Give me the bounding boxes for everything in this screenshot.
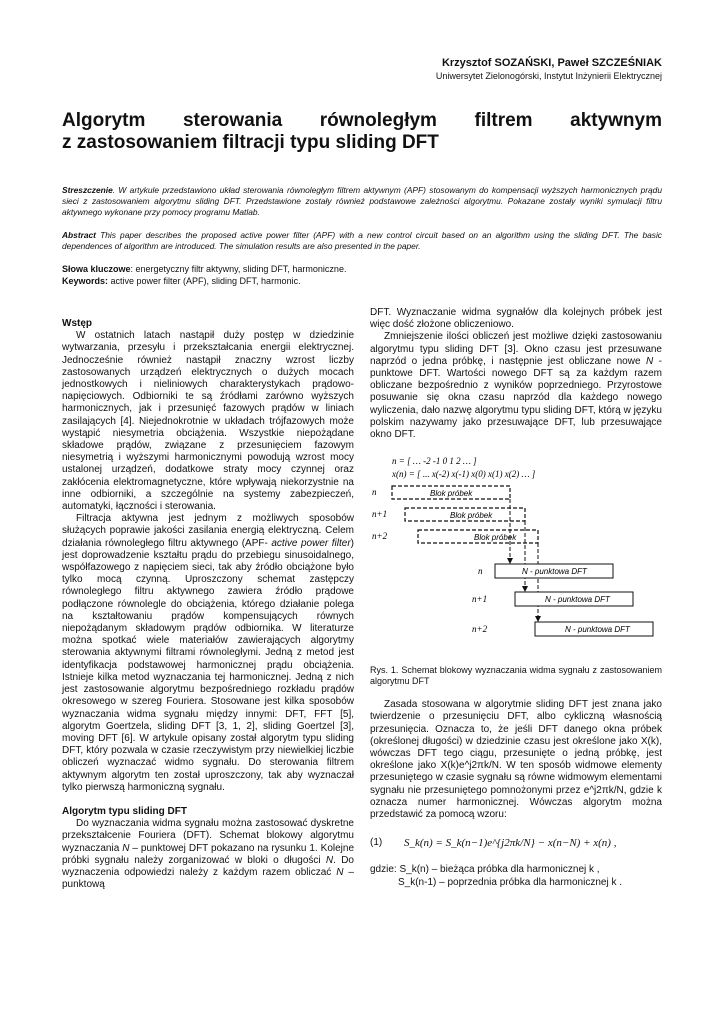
title-word: równoległym — [319, 110, 437, 131]
abstract-en-text: This paper describes the proposed active power filter (APF) with a new control circuit based on an algorithm using the sliding DFT. The basic dependences of algorithm are introduced. The simulation results are also presented in the paper. — [62, 230, 662, 251]
title-word: Algorytm — [62, 110, 146, 131]
symbol-N: N — [336, 866, 344, 878]
section-heading-intro: Wstęp — [62, 318, 92, 329]
title-line-2: z zastosowaniem filtracji typu sliding DFT — [62, 132, 439, 153]
symbol-N: N — [325, 854, 334, 866]
abstract-pl-text: . W artykule przedstawiono układ sterowania równoległym filtrem aktywnym (APF) stosowanym do kompensacji wyższych harmonicznych prądu sieci z zastosowaniem algorytmu sliding DFT. Przedstawione zostały również podstawowe zależności algorytmu. Pokazane zostały wyniki symulacji filtru aktywnego wykonane przy pomocy programu Matlab. — [62, 185, 662, 217]
block-text: Blok próbek — [474, 533, 517, 543]
equation-text: S_k(n) = S_k(n−1)e^{j2πk/N} − x(n−N) + x(n) , — [404, 837, 617, 850]
dft-text: N - punktowa DFT — [545, 595, 610, 605]
text: – punktowej DFT pokazano na rysunku 1. Kolejne próbki sygnału należy zorganizować w bloki o długości — [62, 842, 355, 866]
text: Filtracja aktywna jest jednym z możliwych sposobów służących poprawie jakości zasilania energią elektryczną. Celem działania równoległego filtru aktywnego (APF- — [62, 513, 354, 549]
keywords-en-label: Keywords: — [62, 276, 109, 286]
text: - punktowe DFT. Wartości nowego DFT są za każdym razem obliczane bezpośrednio z wyników poprzedniego. Przyrostowe posuwanie się okna czasu naprzód dla każdego nowego wyliczenia, dało nazwę algorytmu typu sliding DFT, którą w języku polskim nazywamy jako przesuwające DFT, lub przesuwające okno DFT. — [370, 355, 662, 441]
text: Zmniejszenie ilości obliczeń jest możliwe dzięki zastosowaniu algorytmu typu sliding DFT [3]. Okno czasu jest przesuwane naprzód o jedna próbkę, i następnie jest obliczane nowe — [370, 331, 662, 367]
keywords — [62, 263, 662, 287]
text: . Do wyznaczenia odpowiedzi należy z każdym razem obliczać — [62, 854, 354, 878]
output-label: n+1 — [472, 594, 488, 605]
keywords-pl-text: : energetyczny filtr aktywny, sliding DFT, harmoniczne. — [130, 264, 347, 274]
block-text: Blok próbek — [430, 489, 473, 499]
block-label: n+1 — [372, 509, 388, 520]
title-word: filtrem — [474, 110, 533, 131]
paragraph: W ostatnich latach nastąpił duży postęp w dziedzinie wytwarzania, przesyłu i przekształcania energii elektrycznej. Jednocześnie również nastąpił znaczny wzrost liczby zastosowanych urządzeń elektrycznych o dużych mocach jednostkowych i nieliniowych charakterystykach prądowo-napięciowych. Odbiorniki te są źródłami zarówno wyższych harmonicznych, jak i przesunięć fazowych prądów w liniach zasilających [4]. Niejednokrotnie w układach trójfazowych może wystąpić niesymetria obciążenia. Wszystkie niepożądane składowe prądów, związane z przesunięciem fazowym niesymetrią i wyższymi harmonicznymi powodują wzrost mocy ustalonej urządzeń, dodatkowe straty mocy czynnej oraz zakłócenia elektromagnetyczne, które wpływają niekorzystnie na inne odbiorniki, a szczególnie na systemy zabezpieczeń, automatyki, łączności i sterowania. — [62, 330, 354, 513]
abstract-pl-label: Streszczenie — [62, 185, 113, 195]
paragraph — [370, 331, 662, 441]
sliding-dft-diagram — [370, 451, 662, 661]
paragraph: Zasada stosowana w algorytmie sliding DFT jest znana jako twierdzenie o przesunięciu DFT, albo cykliczną własnością przesunięcia. Oznacza to, że jeśli DFT danego okna próbek (określonej długości) w dziedzinie czasu jest określone jako X(k), wówczas DFT tego ciągu, przesunięte o jedną próbkę, jest określone jako X(k)e^j2πk/N. W ten sposób widmowe elementy przesuniętego w czasie sygnału są równe widmowym elementami sygnału nie przesuniętego pomnożonymi przez e^j2πk/N, gdzie k oznacza numer harmonicznej. Wówczas algorytm można przedstawić za pomocą wzoru: — [370, 699, 662, 821]
symbol-N: N — [122, 842, 130, 854]
emphasis: active power filter — [271, 537, 351, 549]
keywords-pl-label: Słowa kluczowe — [62, 264, 131, 274]
abstract-en — [62, 230, 662, 252]
paper-title — [62, 110, 662, 154]
affiliation: Uniwersytet Zielonogórski, Instytut Inżynierii Elektrycznej — [435, 71, 662, 81]
definition: S_k(n) – bieżąca próbka dla harmonicznej k , — [399, 864, 600, 876]
definition: S_k(n-1) – poprzednia próbka dla harmonicznej k . — [398, 877, 623, 889]
output-label: n — [478, 566, 483, 577]
symbol-N: N — [645, 355, 654, 367]
equation-1 — [370, 837, 662, 849]
paragraph — [62, 818, 354, 891]
authors: Krzysztof SOZAŃSKI, Paweł SZCZEŚNIAK — [441, 57, 662, 69]
text: – punktową — [62, 866, 354, 891]
paragraph — [62, 513, 354, 794]
abstract-en-label: Abstract — [62, 230, 96, 240]
dft-text: N - punktowa DFT — [522, 567, 587, 577]
title-word: aktywnym — [570, 110, 662, 131]
block-label: n+2 — [372, 531, 388, 542]
title-word: sterowania — [182, 110, 283, 131]
abstract-pl — [62, 185, 662, 218]
figure-1 — [370, 451, 662, 661]
sample-row: x(n) = [ ... x(-2) x(-1) x(0) x(1) x(2) … ] — [392, 469, 536, 480]
index-row: n = [ … -2 -1 0 1 2 … ] — [392, 456, 477, 467]
right-column — [370, 307, 662, 889]
left-column — [62, 318, 354, 891]
symbol-definitions — [370, 863, 662, 889]
gdzie-label: gdzie: — [370, 864, 397, 876]
text: ) jest doprowadzenie kształtu prądu do przebiegu sinusoidalnego, współfazowego z napięciem sieci, tak aby źródło obciążone było tylko mocą czynną. Uproszczony schemat zastępczy równoległego filtru aktywnego zawiera źródło prądowe podłączone równolegle do obciążenia, którego działanie polega na kształtowaniu prądów kompensujących równych niepożądanym składowym prądów odbiornika. W literaturze można spotkać wiele materiałów zawierających algorytmy sterowania aktywnymi filtrami równoległymi. Jedną z metod jest identyfikacja podstawowej harmonicznej prądu obciążenia. Istnieje kilka metod wyznaczania tej harmonicznej. Jedną z nich jest zastosowanie algorytmu bezpośredniego rozkładu prądów okresowego w szereg Fouriera. Stosowane jest kilka sposobów wyznaczania widma sygnału między innymi: DFT, FFT [5], algorytm Goertzela, sliding DFT [3, 1, 2], sliding Goertzel [3], moving DFT [6]. W artykule opisany został algorytm typu sliding DFT, który pozwala w czasie rzeczywistym przy niewielkiej liczbie obliczeń wyznaczać widmo sygnału. Do sterowania filtrem aktywnym algorytm ten został uproszczony, tak aby wyznaczał tylko pierwszą harmoniczną sygnału. — [62, 537, 354, 793]
dft-text: N - punktowa DFT — [565, 625, 630, 635]
keywords-en-text: active power filter (APF), sliding DFT, harmonic. — [108, 276, 301, 286]
section-heading-sliding-dft: Algorytm typu sliding DFT — [62, 805, 187, 817]
paragraph: DFT. Wyznaczanie widma sygnałów dla kolejnych próbek jest więc dość złożone obliczeniowo. — [370, 307, 662, 331]
figure-caption: Rys. 1. Schemat blokowy wyznaczania widma sygnału z zastosowaniem algorytmu DFT — [370, 665, 662, 687]
output-label: n+2 — [472, 624, 488, 635]
title-line-1 — [62, 110, 662, 132]
block-label: n — [372, 487, 377, 498]
block-text: Blok próbek — [450, 511, 493, 521]
text: Do wyznaczania widma sygnału można zastosować dyskretne przekształcenie Fouriera (DFT). Schemat blokowy algorytmu wyznaczania — [62, 818, 354, 854]
equation-number: (1) — [370, 837, 383, 849]
